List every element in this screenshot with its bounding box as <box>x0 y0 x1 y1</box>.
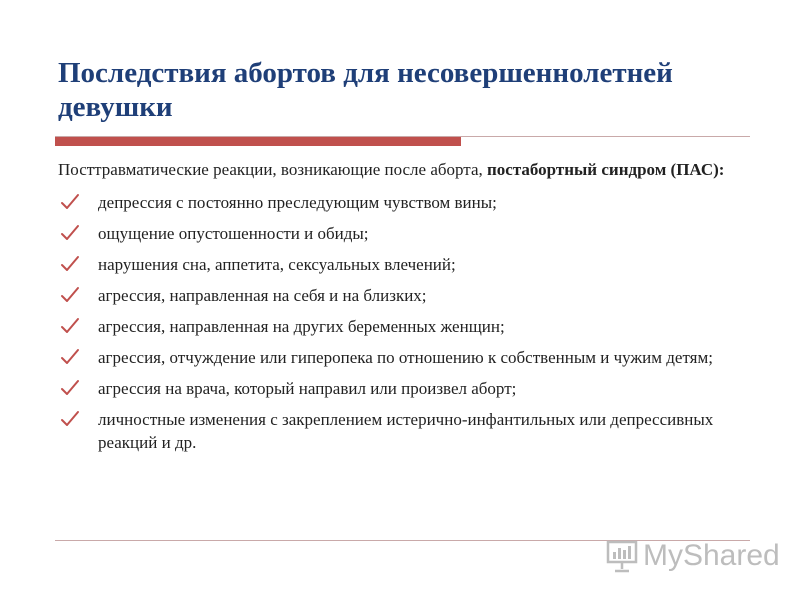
watermark-text: MyShared <box>643 539 780 572</box>
checkmark-icon <box>60 223 80 243</box>
list-item-text: агрессия на врача, который направил или произвел аборт; <box>98 379 517 398</box>
list-item <box>58 315 748 338</box>
list-item-text: агрессия, направленная на себя и на близких; <box>98 286 427 305</box>
slide-body <box>58 158 748 462</box>
title-accent-bar <box>55 137 461 146</box>
checkmark-icon <box>60 285 80 305</box>
list-item <box>58 253 748 276</box>
presentation-board-icon <box>605 539 639 573</box>
list-item-text: агрессия, направленная на других беременных женщин; <box>98 317 505 336</box>
checkmark-icon <box>60 409 80 429</box>
list-item-text: депрессия с постоянно преследующим чувством вины; <box>98 193 497 212</box>
list-item-text: агрессия, отчуждение или гиперопека по отношению к собственным и чужим детям; <box>98 348 713 367</box>
list-item <box>58 377 748 400</box>
intro-paragraph <box>58 158 748 181</box>
watermark-logo <box>605 536 780 576</box>
list-item <box>58 284 748 307</box>
checkmark-icon <box>60 378 80 398</box>
intro-bold-term: постабортный синдром (ПАС): <box>486 160 725 179</box>
list-item-text: ощущение опустошенности и обиды; <box>98 224 369 243</box>
checkmark-icon <box>60 347 80 367</box>
intro-text: Посттравматические реакции, возникающие после аборта, <box>58 160 487 179</box>
checkmark-icon <box>60 254 80 274</box>
list-item <box>58 408 748 454</box>
checkmark-icon <box>60 192 80 212</box>
list-item <box>58 346 748 369</box>
list-item-text: нарушения сна, аппетита, сексуальных влечений; <box>98 255 456 274</box>
slide-title: Последствия абортов для несовершеннолетней девушки <box>58 57 673 123</box>
list-item <box>58 222 748 245</box>
list-item-text: личностные изменения с закреплением истерично-инфантильных или депрессивных реакций и др. <box>98 410 714 452</box>
checkmark-icon <box>60 316 80 336</box>
consequences-list <box>58 191 748 454</box>
list-item <box>58 191 748 214</box>
